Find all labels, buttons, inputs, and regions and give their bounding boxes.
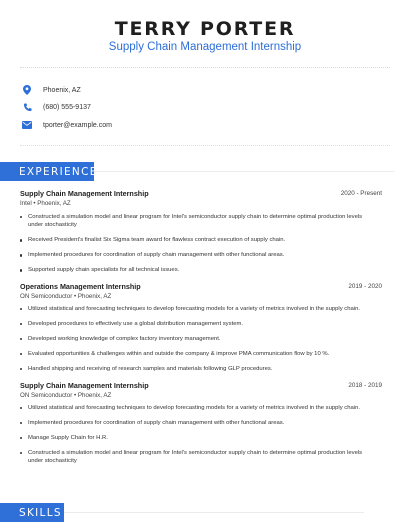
skills-heading xyxy=(0,503,64,522)
list-item: Utilized statistical and forecasting techniques to develop forecasting models for a variety of metrics involved in the supply chain. xyxy=(20,305,370,313)
list-item: Constructed a simulation model and linear program for Intel's semiconductor supply chain to determine optimal production levels under stochasticity xyxy=(20,213,370,229)
job-company: Intel • Phoenix, AZ xyxy=(20,200,71,207)
job-title: Supply Chain Management Internship xyxy=(20,189,149,198)
contact-phone xyxy=(20,100,91,114)
experience-heading xyxy=(0,162,98,181)
list-item: Manage Supply Chain for H.R. xyxy=(20,434,370,442)
skills-heading-line xyxy=(64,512,364,513)
contact-location-text: Phoenix, AZ xyxy=(43,86,81,94)
list-item: Evaluated opportunities & challenges within and outside the company & improve PMA communication flow by 10 %. xyxy=(20,350,370,358)
job-bullets xyxy=(20,305,370,380)
contact-location xyxy=(20,83,81,97)
job-dates: 2019 - 2020 xyxy=(348,283,382,290)
contact-phone-text: (680) 555-9137 xyxy=(43,103,91,111)
list-item: Handled shipping and receiving of research samples and materials following GLP procedures. xyxy=(20,365,370,373)
resume-subtitle: Supply Chain Management Internship xyxy=(108,41,302,53)
list-item: Developed procedures to effectively use a global distribution management system. xyxy=(20,320,370,328)
job-bullets xyxy=(20,213,370,281)
list-item: Implemented procedures for coordination of supply chain management with other functional areas. xyxy=(20,251,370,259)
contact-email-text[interactable]: tporter@example.com xyxy=(43,121,112,129)
list-item: Constructed a simulation model and linear program for Intel's semiconductor supply chain to determine optimal production levels under stochasticity xyxy=(20,449,370,465)
experience-heading-line xyxy=(94,171,394,172)
list-item: Supported supply chain specialists for all technical issues. xyxy=(20,266,370,274)
phone-icon xyxy=(20,100,34,114)
job-dates: 2020 - Present xyxy=(340,190,382,197)
resume-name: TERRY PORTER xyxy=(114,18,296,40)
contact-divider xyxy=(20,145,390,146)
list-item: Implemented procedures for coordination of supply chain management with other functional areas. xyxy=(20,419,370,427)
job-title: Supply Chain Management Internship xyxy=(20,381,149,390)
location-pin-icon xyxy=(20,83,34,97)
list-item: Received President's finalist Six Sigma team award for flawless contract execution of supply chain. xyxy=(20,236,370,244)
contact-email xyxy=(20,118,112,132)
job-bullets xyxy=(20,404,370,472)
job-company: ON Semiconductor • Phoenix, AZ xyxy=(20,392,112,399)
job-title: Operations Management Internship xyxy=(20,282,141,291)
list-item: Developed working knowledge of complex factory inventory management. xyxy=(20,335,370,343)
job-company: ON Semiconductor • Phoenix, AZ xyxy=(20,293,112,300)
list-item: Utilized statistical and forecasting techniques to develop forecasting models for a variety of metrics involved in the supply chain. xyxy=(20,404,370,412)
header-divider xyxy=(20,67,390,68)
skills-heading-label: SKILLS xyxy=(19,506,62,519)
experience-heading-label: EXPERIENCE xyxy=(19,165,98,178)
email-icon xyxy=(20,118,34,132)
job-dates: 2018 - 2019 xyxy=(348,382,382,389)
